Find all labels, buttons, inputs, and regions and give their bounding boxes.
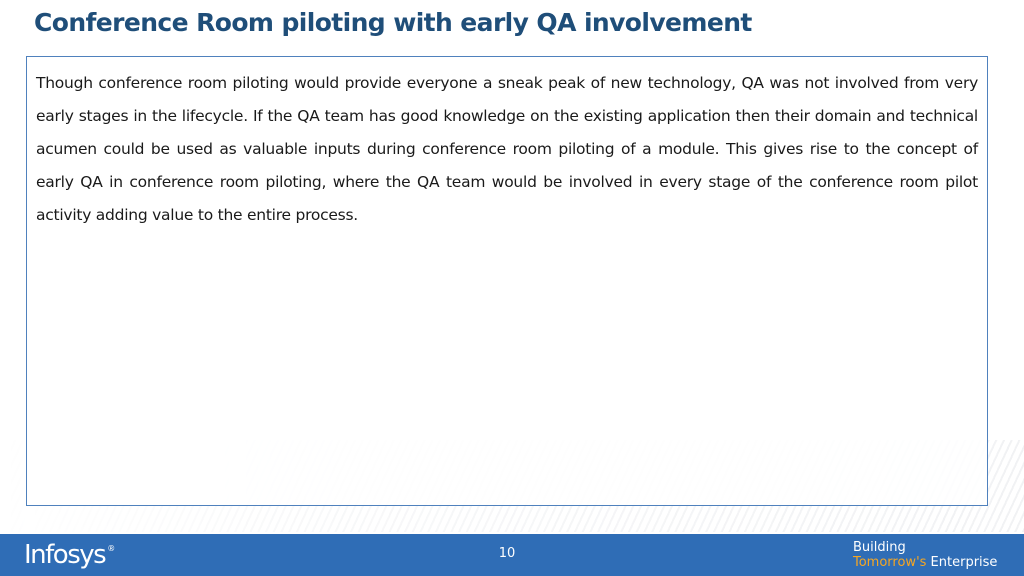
infosys-logo — [24, 540, 116, 570]
tagline-line-2 — [853, 555, 997, 570]
tagline-rest: Enterprise — [926, 555, 998, 570]
body-paragraph: Though conference room piloting would provide everyone a sneak peak of new technology, QA was not involved from very early stages in the lifecycle. If the QA team has good knowledge on the existing application then their domain and technical acumen could be used as valuable inputs during conference room piloting of a module. This gives rise to the concept of early QA in conference room piloting, where the QA team would be involved in every stage of the conference room pilot activity adding value to the entire process. — [36, 74, 978, 224]
content-box — [26, 56, 988, 506]
footer-bar — [0, 534, 1024, 576]
page-number: 10 — [498, 546, 516, 561]
logo-text: Infosys — [24, 540, 106, 570]
tagline — [853, 540, 997, 570]
slide-title: Conference Room piloting with early QA involvement — [34, 8, 752, 37]
tagline-line-1: Building — [853, 540, 906, 555]
tagline-accent: Tomorrow's — [853, 555, 927, 570]
registered-mark: ® — [107, 544, 116, 553]
